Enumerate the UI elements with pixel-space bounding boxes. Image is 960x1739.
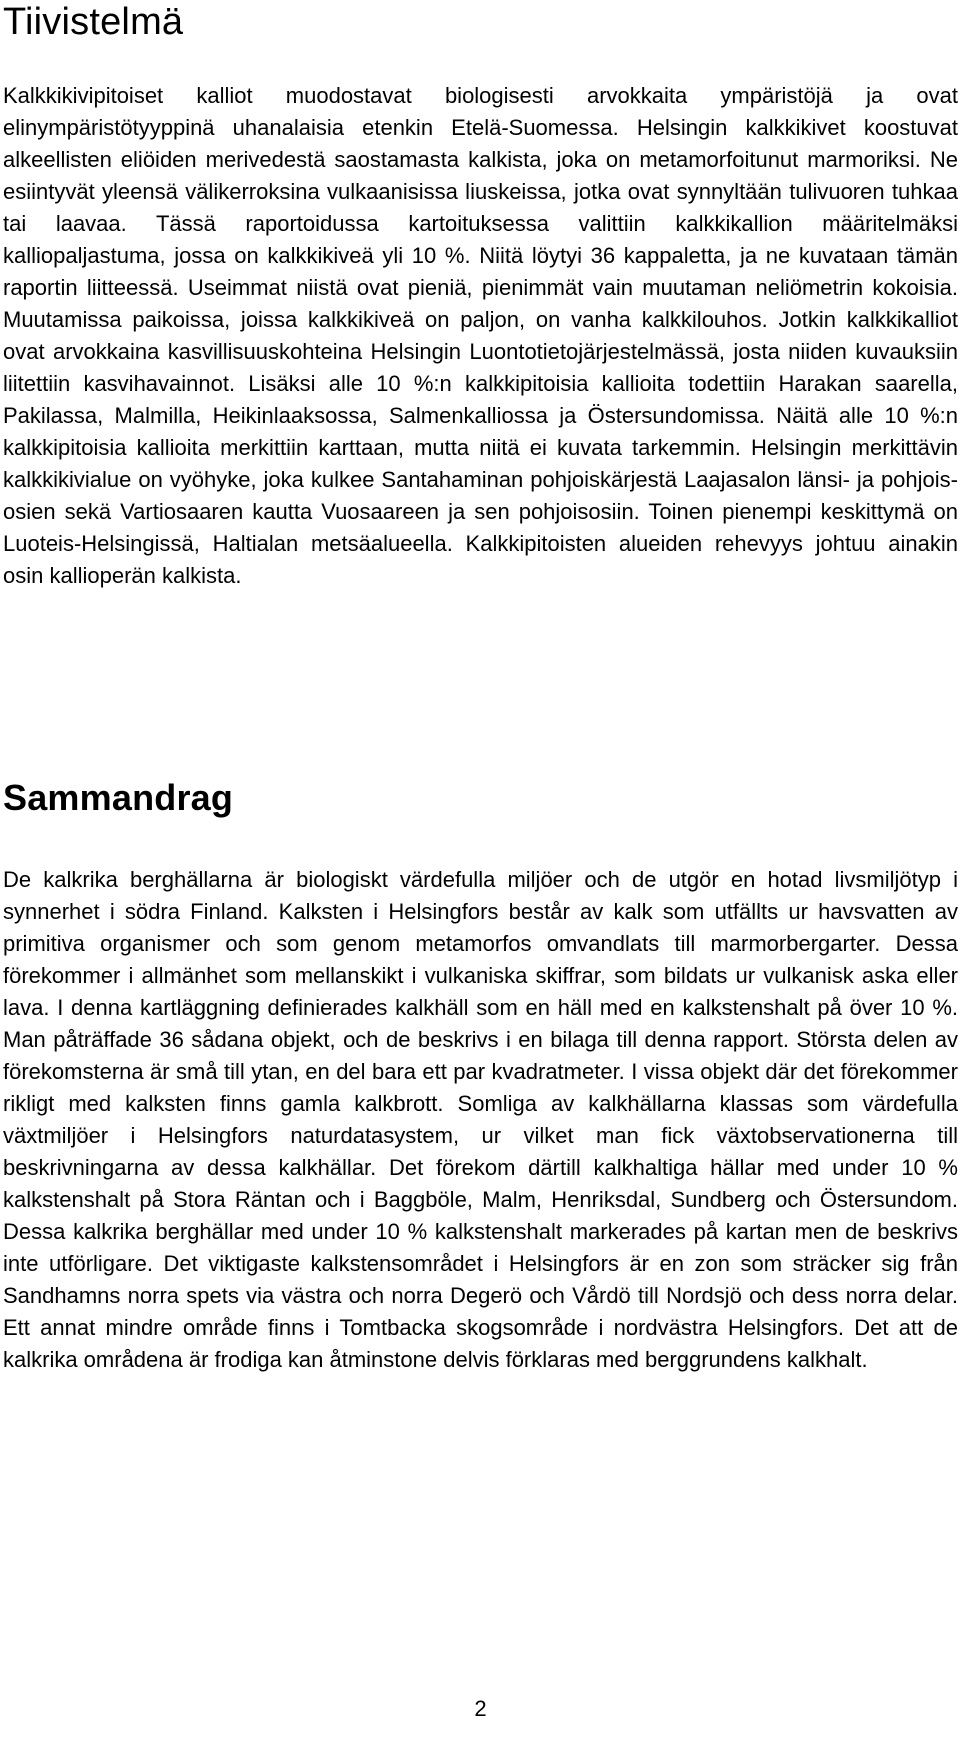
document-page: [3, 0, 958, 1739]
section-body-sammandrag: De kalkrika berghällarna är biologiskt värdefulla miljöer och de utgör en hotad livsmiljötyp i synnerhet i södra Finland. Kalksten i Helsingfors består av kalk som utfällts ur havsvatten av primitiva organismer och som genom metamorfos omvandlats till marmorbergarter. Dessa förekommer i allmänhet som mellanskikt i vulkaniska skiffrar, som bildats ur vulkanisk aska eller lava. I denna kartläggning definierades kalkhäll som en häll med en kalkstenshalt på över 10 %. Man påträffade 36 sådana objekt, och de beskrivs i en bilaga till denna rapport. Största delen av förekomsterna är små till ytan, en del bara ett par kvadratmeter. I vissa objekt där det förekommer rikligt med kalksten finns gamla kalkbrott. Somliga av kalkhällarna klassas som värdefulla växtmiljöer i Helsingfors naturdatasystem, ur vilket man fick växtobservationerna till beskrivningarna av dessa kalkhällar. Det förekom därtill kalkhaltiga hällar med under 10 % kalkstenshalt på Stora Räntan och i Baggböle, Malm, Henriksdal, Sundberg och Östersundom. Dessa kalkrika berghällar med under 10 % kalkstenshalt markerades på kartan men de beskrivs inte utförligare. Det viktigaste kalkstensområdet i Helsingfors är en zon som sträcker sig från Sandhamns norra spets via västra och norra Degerö och Vårdö till Nordsjö och dess norra delar. Ett annat mindre område finns i Tomtbacka skogsområde i nordvästra Helsingfors. Det att de kalkrika områdena är frodiga kan åtminstone delvis förklaras med berggrundens kalkhalt.: [3, 867, 958, 1372]
section-heading-sammandrag: Sammandrag: [3, 777, 234, 818]
section-heading-tiivistelma: Tiivistelmä: [3, 1, 184, 43]
page-number: 2: [474, 1696, 487, 1721]
section-body-tiivistelma: Kalkkikivipitoiset kalliot muodostavat biologisesti arvokkaita ympäristöjä ja ovat elinympäristötyyppinä uhanalaisia etenkin Etelä-Suomessa. Helsingin kalkkikivet koostuvat alkeellisten eliöiden merivedestä saostamasta kalkista, joka on metamorfoitunut marmoriksi. Ne esiintyvät yleensä välikerroksina vulkaanisissa liuskeissa, jotka ovat synnyltään tulivuoren tuhkaa tai laavaa. Tässä raportoidussa kartoituksessa valittiin kalkkikallion määritelmäksi kalliopaljastuma, jossa on kalkkikiveä yli 10 %. Niitä löytyi 36 kappaletta, ja ne kuvataan tämän raportin liitteessä. Useimmat niistä ovat pieniä, pienimmät vain muutaman neliömetrin kokoisia. Muutamissa paikoissa, joissa kalkkikiveä on paljon, on vanha kalkkilouhos. Jotkin kalkkikalliot ovat arvokkaina kasvillisuuskohteina Helsingin Luontotietojärjestelmässä, josta niiden kuvauksiin liitettiin kasvihavainnot. Lisäksi alle 10 %:n kalkkipitoisia kallioita todettiin Harakan saarella, Pakilassa, Malmilla, Heikinlaaksossa, Salmenkalliossa ja Östersundomissa. Näitä alle 10 %:n kalkkipitoisia kallioita merkittiin karttaan, mutta niitä ei kuvata tarkemmin. Helsingin merkittävin kalkkikivialue on vyöhyke, joka kulkee Santahaminan pohjoiskärjestä Laajasalon länsi- ja pohjoisosien sekä Vartiosaaren kautta Vuosaareen ja sen pohjoisosiin. Toinen pienempi keskittymä on Luoteis-Helsingissä, Haltialan metsäalueella. Kalkkipitoisten alueiden rehevyys johtuu ainakin osin kallioperän kalkista.: [3, 83, 958, 588]
